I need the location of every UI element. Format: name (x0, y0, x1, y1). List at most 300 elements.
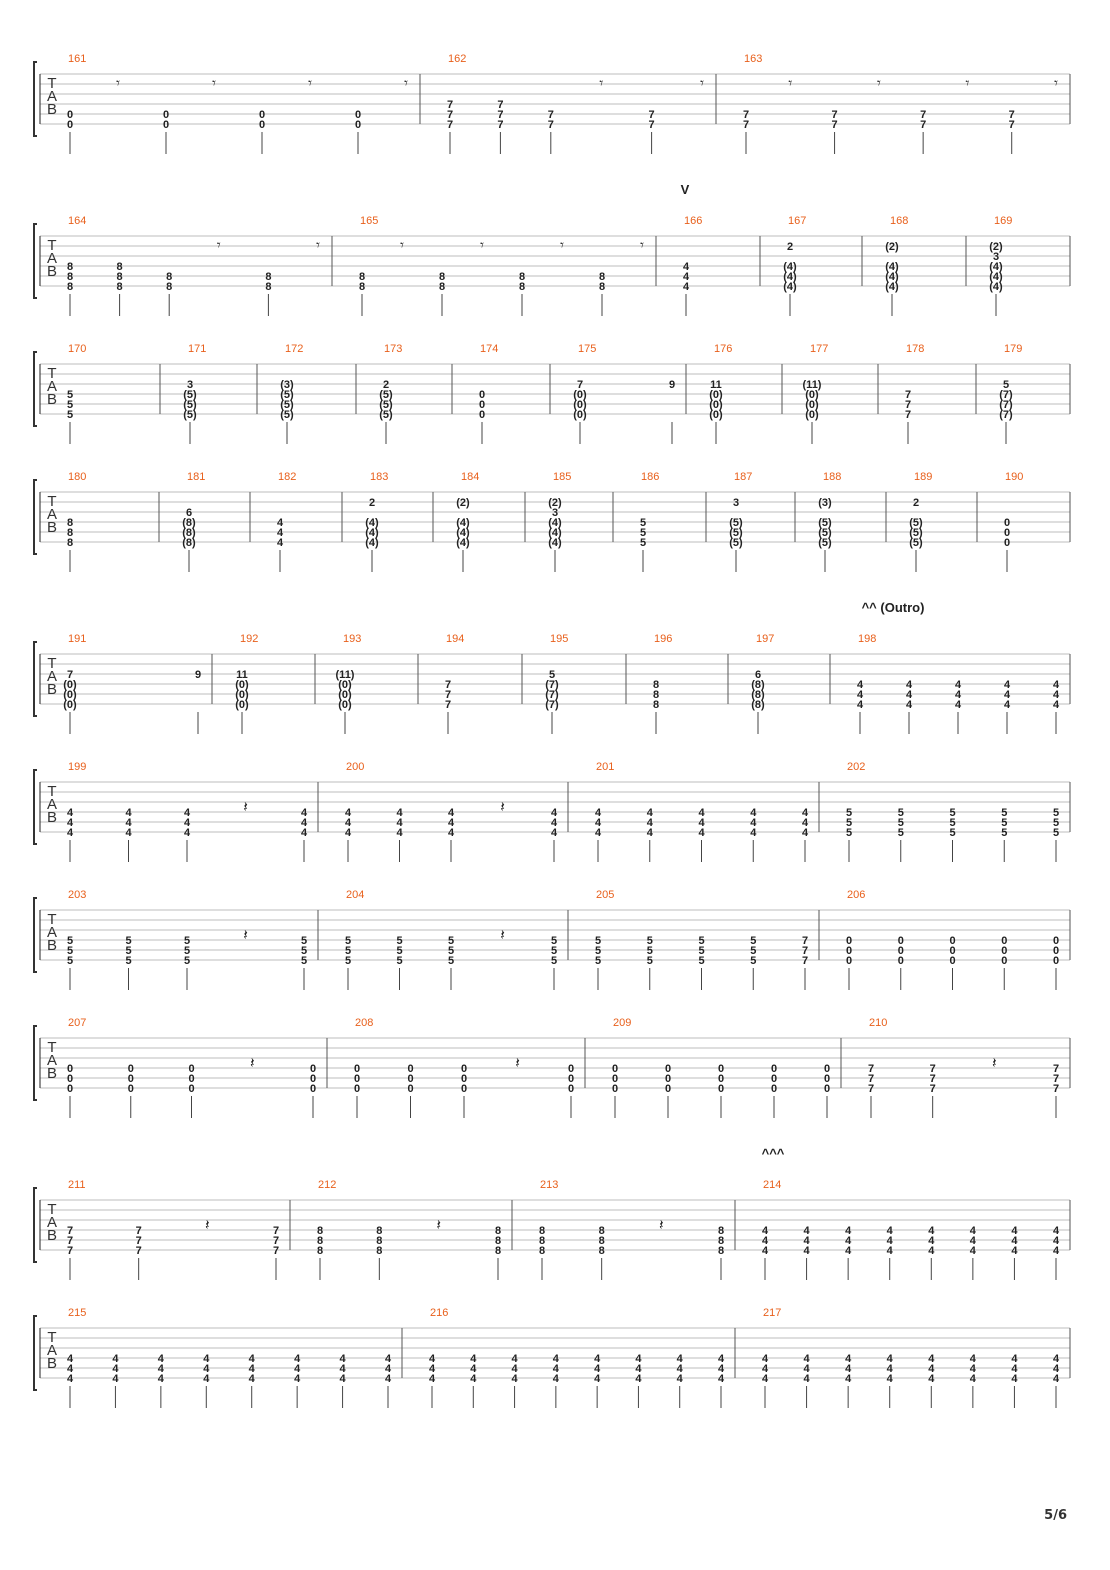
tab-clef-letter: A (46, 88, 58, 105)
fret-number: 4 (646, 817, 653, 829)
quarter-rest: 𝄽 (205, 1216, 210, 1234)
fret-number: 5 (1052, 827, 1060, 839)
fret-number: 4 (845, 1225, 852, 1237)
fret-number: 4 (635, 1373, 642, 1385)
fret-number: (5) (280, 409, 294, 421)
tab-clef-letter: B (46, 101, 58, 118)
fret-number: 4 (886, 1363, 893, 1375)
eighth-rest: 𝄾 (216, 236, 221, 254)
fret-number: (5) (909, 527, 923, 539)
fret-number: 5 (845, 827, 853, 839)
fret-number: 4 (1052, 1245, 1060, 1257)
fret-number: 4 (928, 1225, 935, 1237)
fret-number: 8 (652, 689, 660, 701)
fret-number: 4 (203, 1363, 210, 1375)
tab-clef-letter: B (46, 263, 58, 280)
fret-number: 4 (801, 827, 809, 839)
tab-clef-letter: B (46, 1065, 58, 1082)
fret-number: (0) (709, 399, 723, 411)
fret-number: (5) (729, 527, 743, 539)
fret-number: 6 (754, 669, 762, 681)
fret-number: 4 (511, 1353, 518, 1365)
fret-number: 4 (203, 1353, 210, 1365)
eighth-rest: 𝄾 (1054, 74, 1058, 92)
quarter-rest: 𝄽 (436, 1216, 441, 1234)
fret-number: 4 (294, 1353, 301, 1365)
fret-number: 0 (845, 955, 853, 967)
fret-number: 4 (717, 1363, 725, 1375)
fret-number: (5) (818, 527, 832, 539)
fret-number: (4) (989, 271, 1003, 283)
fret-number: 4 (845, 1235, 852, 1247)
fret-number: 0 (460, 1073, 468, 1085)
fret-number: 8 (598, 281, 606, 293)
fret-number: 5 (949, 817, 956, 829)
fret-number: 4 (969, 1245, 976, 1257)
fret-number: 5 (550, 945, 558, 957)
system-bracket (34, 352, 37, 426)
fret-number: 8 (598, 1235, 605, 1247)
fret-number: 4 (339, 1363, 346, 1375)
tab-clef-letter: T (47, 237, 57, 254)
fret-number: 7 (66, 1235, 74, 1247)
tab-system (34, 471, 1070, 572)
fret-number: (4) (365, 517, 379, 529)
fret-number: 7 (920, 119, 927, 131)
fret-number: 8 (518, 271, 526, 283)
fret-number: (4) (885, 281, 899, 293)
fret-number: 5 (646, 935, 653, 947)
fret-number: 4 (594, 1373, 601, 1385)
measure-number: 183 (370, 471, 389, 483)
tab-clef-letter: B (46, 681, 58, 698)
fret-number: (7) (999, 399, 1013, 411)
fret-number: 0 (162, 109, 170, 121)
fret-number: 0 (478, 409, 486, 421)
fret-number: 5 (897, 827, 904, 839)
fret-number: 5 (396, 955, 403, 967)
fret-number: 4 (1011, 1245, 1018, 1257)
fret-number: (4) (783, 261, 797, 273)
fret-number: 0 (66, 1073, 74, 1085)
fret-number: 4 (698, 827, 705, 839)
fret-number: 4 (300, 827, 308, 839)
fret-number: 4 (1003, 679, 1011, 691)
fret-number: 4 (803, 1245, 810, 1257)
measure-number: 173 (384, 343, 403, 355)
fret-number: 9 (194, 669, 202, 681)
fret-number: (0) (573, 399, 587, 411)
fret-number: 0 (897, 935, 904, 947)
fret-number: (0) (709, 409, 723, 421)
fret-number: (5) (818, 517, 832, 529)
fret-number: 4 (969, 1353, 976, 1365)
fret-number: 4 (66, 827, 74, 839)
fret-number: 4 (511, 1373, 518, 1385)
fret-number: 8 (438, 281, 446, 293)
fret-number: 8 (316, 1235, 324, 1247)
measure-number: 210 (869, 1017, 888, 1029)
fret-number: 0 (949, 955, 956, 967)
fret-number: (4) (456, 517, 470, 529)
eighth-rest: 𝄾 (965, 74, 970, 92)
tab-clef-letter: A (46, 1342, 58, 1359)
tab-clef-letter: B (46, 519, 58, 536)
fret-number: 4 (954, 699, 962, 711)
fret-number: (0) (805, 409, 819, 421)
tab-system (34, 53, 1070, 154)
fret-number: 0 (1052, 935, 1060, 947)
fret-number: 7 (497, 109, 504, 121)
fret-number: (5) (183, 409, 197, 421)
tab-clef-letter: A (46, 378, 58, 395)
fret-number: 8 (538, 1235, 546, 1247)
fret-number: 4 (646, 827, 653, 839)
measure-number: 212 (318, 1179, 337, 1191)
fret-number: 4 (1011, 1235, 1018, 1247)
fret-number: 5 (949, 827, 956, 839)
fret-number: 4 (594, 1353, 601, 1365)
eighth-rest: 𝄾 (316, 236, 320, 254)
fret-number: 0 (478, 399, 486, 411)
fret-number: 4 (248, 1373, 255, 1385)
fret-number: 4 (157, 1353, 164, 1365)
fret-number: 0 (127, 1063, 134, 1075)
fret-number: 4 (1011, 1373, 1018, 1385)
measure-number: 209 (613, 1017, 632, 1029)
fret-number: 4 (66, 1373, 74, 1385)
fret-number: 0 (1003, 537, 1011, 549)
fret-number: 8 (376, 1245, 383, 1257)
fret-number: (0) (235, 679, 249, 691)
measure-number: 201 (596, 761, 615, 773)
measure-number: 187 (734, 471, 753, 483)
fret-number: 4 (856, 699, 864, 711)
measure-number: 166 (684, 215, 703, 227)
fret-number: 0 (567, 1073, 575, 1085)
tab-clef-letter: T (47, 1039, 57, 1056)
fret-number: 7 (801, 955, 809, 967)
fret-number: 7 (446, 119, 454, 131)
fret-number: 4 (803, 1363, 810, 1375)
fret-number: (2) (989, 241, 1003, 253)
fret-number: 8 (376, 1225, 383, 1237)
fret-number: 5 (183, 935, 191, 947)
fret-number: 8 (538, 1225, 546, 1237)
fret-number: 4 (339, 1353, 346, 1365)
fret-number: 0 (770, 1073, 778, 1085)
fret-number: (4) (456, 537, 470, 549)
fret-number: 4 (1052, 699, 1060, 711)
fret-number: 4 (803, 1235, 810, 1247)
measure-number: 162 (448, 53, 467, 65)
fret-number: 7 (742, 109, 750, 121)
fret-number: 8 (518, 281, 526, 293)
fret-number: 4 (676, 1363, 683, 1375)
fret-number: 5 (125, 955, 132, 967)
measure-number: 196 (654, 633, 673, 645)
fret-number: (0) (235, 699, 249, 711)
fret-number: 4 (646, 807, 653, 819)
fret-number: 7 (135, 1245, 142, 1257)
measure-number: 175 (578, 343, 597, 355)
fret-number: 7 (497, 119, 504, 131)
fret-number: 7 (1008, 119, 1015, 131)
fret-number: 4 (276, 537, 284, 549)
fret-number: 5 (300, 935, 308, 947)
fret-number: (4) (548, 537, 562, 549)
fret-number: 0 (127, 1083, 134, 1095)
fret-number: 0 (162, 119, 170, 131)
fret-number: 7 (742, 119, 750, 131)
fret-number: 7 (929, 1063, 936, 1075)
quarter-rest: 𝄽 (500, 926, 505, 944)
fret-number: 2 (786, 241, 794, 253)
fret-number: 8 (652, 679, 660, 691)
fret-number: 5 (1002, 379, 1010, 391)
fret-number: 0 (309, 1083, 317, 1095)
fret-number: 7 (272, 1245, 280, 1257)
fret-number: 7 (867, 1063, 875, 1075)
fret-number: 5 (750, 935, 757, 947)
fret-number: 11 (710, 379, 722, 391)
fret-number: (8) (751, 699, 765, 711)
fret-number: (4) (783, 281, 797, 293)
fret-number: 0 (664, 1073, 672, 1085)
fret-number: (8) (182, 527, 196, 539)
eighth-rest: 𝄾 (480, 236, 484, 254)
fret-number: 8 (358, 281, 366, 293)
measure-number: 168 (890, 215, 909, 227)
eighth-rest: 𝄾 (640, 236, 644, 254)
fret-number: 0 (309, 1073, 317, 1085)
fret-number: (5) (818, 537, 832, 549)
fret-number: 4 (969, 1373, 976, 1385)
fret-number: 5 (639, 537, 647, 549)
fret-number: 7 (66, 1225, 74, 1237)
system-bracket (34, 224, 37, 298)
fret-number: (5) (280, 389, 294, 401)
eighth-rest: 𝄾 (404, 74, 408, 92)
fret-number: (4) (548, 527, 562, 539)
fret-number: 4 (856, 689, 864, 701)
fret-number: 4 (203, 1373, 210, 1385)
fret-number: (0) (63, 699, 77, 711)
fret-number: 7 (135, 1225, 142, 1237)
fret-number: 4 (594, 807, 602, 819)
measure-number: 164 (68, 215, 87, 227)
measure-number: 180 (68, 471, 87, 483)
tab-clef-letter: T (47, 1329, 57, 1346)
fret-number: 4 (750, 817, 757, 829)
fret-number: 5 (639, 517, 647, 529)
measure-number: 199 (68, 761, 87, 773)
fret-number: 4 (344, 827, 352, 839)
fret-number: 7 (904, 399, 912, 411)
fret-number: 4 (447, 817, 455, 829)
tab-system (34, 761, 1070, 862)
fret-number: (7) (545, 679, 559, 691)
fret-number: 4 (1011, 1225, 1018, 1237)
fret-number: 4 (125, 807, 132, 819)
fret-number: 4 (905, 689, 913, 701)
fret-number: 5 (639, 527, 647, 539)
fret-number: (4) (456, 527, 470, 539)
measure-number: 161 (68, 53, 87, 65)
fret-number: 0 (66, 1083, 74, 1095)
fret-number: 8 (438, 271, 446, 283)
fret-number: 0 (1001, 955, 1008, 967)
fret-number: 7 (444, 689, 452, 701)
fret-number: 5 (1052, 817, 1060, 829)
fret-number: 9 (668, 379, 676, 391)
fret-number: (2) (885, 241, 899, 253)
fret-number: (0) (709, 389, 723, 401)
fret-number: 11 (236, 669, 248, 681)
fret-number: 7 (920, 109, 927, 121)
fret-number: 5 (183, 945, 191, 957)
measure-number: 193 (343, 633, 362, 645)
fret-number: (5) (379, 389, 393, 401)
measure-number: 214 (763, 1179, 782, 1191)
fret-number: (0) (573, 409, 587, 421)
measure-number: 205 (596, 889, 615, 901)
fret-number: 4 (594, 817, 602, 829)
fret-number: 2 (912, 497, 920, 509)
fret-number: 8 (652, 699, 660, 711)
fret-number: (0) (338, 699, 352, 711)
fret-number: 4 (157, 1373, 164, 1385)
fret-number: (0) (338, 679, 352, 691)
fret-number: 0 (188, 1063, 195, 1075)
fret-number: 4 (1052, 689, 1060, 701)
quarter-rest: 𝄽 (500, 798, 505, 816)
fret-number: 4 (276, 527, 284, 539)
measure-number: 174 (480, 343, 499, 355)
fret-number: 4 (447, 807, 455, 819)
eighth-rest: 𝄾 (788, 74, 793, 92)
fret-number: 4 (1052, 1225, 1060, 1237)
fret-number: 7 (497, 99, 504, 111)
fret-number: 5 (594, 955, 602, 967)
fret-number: 4 (447, 827, 455, 839)
fret-number: 8 (598, 1225, 605, 1237)
fret-number: 4 (550, 817, 558, 829)
measure-number: 176 (714, 343, 733, 355)
fret-number: 6 (185, 507, 193, 519)
measure-number: 203 (68, 889, 87, 901)
fret-number: (7) (999, 389, 1013, 401)
fret-number: 0 (1052, 955, 1060, 967)
system-bracket (34, 62, 37, 136)
fret-number: (8) (751, 679, 765, 691)
fret-number: 4 (635, 1353, 642, 1365)
fret-number: 4 (550, 827, 558, 839)
fret-number: 0 (611, 1073, 619, 1085)
quarter-rest: 𝄽 (659, 1216, 664, 1234)
fret-number: 5 (66, 935, 74, 947)
fret-number: 5 (344, 945, 352, 957)
fret-number: 0 (611, 1083, 619, 1095)
fret-number: 4 (928, 1353, 935, 1365)
fret-number: (4) (885, 271, 899, 283)
quarter-rest: 𝄽 (992, 1054, 997, 1072)
measure-number: 189 (914, 471, 933, 483)
fret-number: (0) (63, 689, 77, 701)
fret-number: 5 (66, 399, 74, 411)
fret-number: 0 (717, 1063, 725, 1075)
fret-number: 4 (1003, 699, 1011, 711)
fret-number: 5 (447, 955, 455, 967)
fret-number: 5 (1052, 807, 1060, 819)
fret-number: 8 (116, 261, 123, 273)
fret-number: 4 (396, 827, 403, 839)
fret-number: (5) (729, 517, 743, 529)
fret-number: 7 (66, 1245, 74, 1257)
fret-number: 4 (1052, 1353, 1060, 1365)
fret-number: 5 (396, 935, 403, 947)
measure-number: 207 (68, 1017, 87, 1029)
tab-system (34, 182, 1070, 316)
tab-clef-letter: A (46, 796, 58, 813)
fret-number: 4 (300, 807, 308, 819)
fret-number: 8 (66, 261, 74, 273)
fret-number: 4 (384, 1363, 392, 1375)
fret-number: 5 (447, 945, 455, 957)
fret-number: 8 (358, 271, 366, 283)
fret-number: 8 (66, 281, 74, 293)
fret-number: 0 (188, 1083, 195, 1095)
fret-number: 4 (1052, 1363, 1060, 1375)
fret-number: 0 (823, 1063, 831, 1075)
fret-number: 0 (353, 1083, 361, 1095)
fret-number: 5 (594, 935, 602, 947)
tab-clef-letter: A (46, 924, 58, 941)
fret-number: 5 (845, 817, 853, 829)
fret-number: 7 (929, 1083, 936, 1095)
fret-number: 5 (66, 955, 74, 967)
fret-number: 4 (845, 1363, 852, 1375)
fret-number: 4 (344, 817, 352, 829)
fret-number: 4 (552, 1373, 559, 1385)
tab-clef-letter: T (47, 75, 57, 92)
fret-number: 7 (929, 1073, 936, 1085)
fret-number: 4 (928, 1245, 935, 1257)
measure-number: 204 (346, 889, 365, 901)
fret-number: 4 (856, 679, 864, 691)
fret-number: (4) (365, 527, 379, 539)
fret-number: 7 (801, 945, 809, 957)
fret-number: 8 (717, 1225, 725, 1237)
fret-number: 4 (552, 1363, 559, 1375)
fret-number: 5 (949, 807, 956, 819)
fret-number: 7 (446, 99, 454, 111)
fret-number: 8 (494, 1225, 502, 1237)
fret-number: 4 (384, 1353, 392, 1365)
fret-number: 7 (547, 109, 554, 121)
fret-number: 4 (886, 1235, 893, 1247)
fret-number: 4 (470, 1363, 477, 1375)
measure-number: 202 (847, 761, 866, 773)
fret-number: (8) (182, 537, 196, 549)
quarter-rest: 𝄽 (515, 1054, 520, 1072)
fret-number: 4 (276, 517, 284, 529)
fret-number: 4 (470, 1353, 477, 1365)
fret-number: 0 (717, 1073, 725, 1085)
measure-number: 184 (461, 471, 480, 483)
fret-number: 4 (594, 827, 602, 839)
fret-number: 5 (698, 955, 705, 967)
